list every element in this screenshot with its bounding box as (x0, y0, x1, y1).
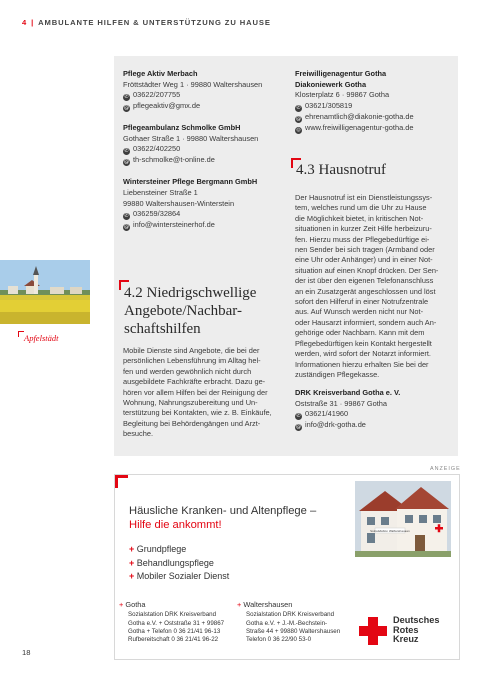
globe-icon: ◎ (296, 126, 301, 133)
text-line: Mobile Dienste sind Angebote, die bei der (123, 346, 260, 355)
contact-address: Klosterplatz 6 · 99867 Gotha (295, 90, 390, 100)
photo-caption: Apfelstädt (24, 333, 59, 343)
phone-icon: ✆ (296, 104, 301, 111)
contact-email[interactable]: th-schmolke@t-online.de (133, 155, 215, 165)
plus-icon: + (129, 557, 137, 568)
contact-email[interactable]: info@drk-gotha.de (305, 420, 366, 430)
text-line: an ein Zusatzgerät angeschlossen und löst (295, 286, 436, 296)
header-divider: | (31, 18, 35, 27)
location-line: Straße 44 + 99880 Waltershausen (246, 627, 341, 635)
location-line: Sozialstation DRK Kreisverband (246, 611, 335, 619)
village-photo (0, 260, 90, 324)
drk-logo-text: Deutsches Rotes Kreuz (393, 615, 440, 645)
text-line: Begleitung bei Behördengängen und Arzt- (123, 418, 261, 428)
location-line: Telefon 0 36 22/90 53-0 (246, 636, 312, 644)
text-line: die Möglichkeit bietet, in kritischen Not- (295, 213, 424, 223)
location-line: Gotha e.V. + Oststraße 31 + 99867 (128, 619, 225, 627)
contacts-left (123, 69, 288, 231)
ad-label: ANZEIGE (430, 466, 461, 472)
text-line: zuständigen Pflegekasse. (295, 369, 380, 379)
text-line: Der Hausnotruf ist ein Dienstleistungssys- (295, 193, 433, 202)
location-line: Rufbereitschaft 0 36 21/41 96-22 (128, 636, 219, 644)
text-line: Wohnung, Nahrungszubereitung und Un- (123, 398, 258, 408)
service-item: + Mobiler Sozialer Dienst (129, 571, 230, 581)
section-title-line: Angebote/Nachbar- (124, 303, 242, 319)
location-line: Gotha + Telefon 0 36 21/41 96-13 (128, 627, 221, 635)
contact-phone: 03621/41960 (305, 409, 349, 419)
text-line: fen und werden gewöhnlich nicht durch (123, 366, 252, 376)
text-line: oder Hausarzt informiert, sondern auch An- (295, 317, 437, 327)
text-line: nen Sender bei sich tragen (Armband oder (295, 245, 435, 255)
text-line: terstützung bei Kontakten, wie z. B. Einkäufe, (123, 408, 272, 418)
ad-location-waltershausen (237, 601, 355, 644)
ad-headline-1: Häusliche Kranken- und Altenpflege – (129, 505, 317, 517)
contact-address: Fröttstädter Weg 1 · 99880 Waltershausen (123, 79, 263, 89)
contact-address: Liebensteiner Straße 1 (123, 187, 198, 197)
contact-right (295, 69, 455, 134)
location-line: Sozialstation DRK Kreisverband (128, 611, 217, 619)
ad-location-gotha (119, 601, 231, 644)
section-title-line: 4.2 Niedrigschwellige (124, 285, 257, 301)
building-sign: Sozialstation Waltershausen (370, 529, 410, 533)
location-line: Gotha e.V. + J.-M.-Bechstein- (246, 619, 328, 627)
plus-icon: + (237, 600, 244, 609)
ad-services (129, 543, 229, 584)
email-icon: @ (124, 224, 129, 231)
phone-icon: ✆ (124, 213, 129, 220)
text-line: gehörige oder Nachbarn. Kann mit dem (295, 328, 425, 338)
contact-phone: 036259/32864 (133, 209, 181, 219)
location-city: + Waltershausen (237, 600, 293, 609)
contact-address: 99880 Waltershausen-Winterstein (123, 198, 235, 208)
contact-phone: 03622/402250 (133, 144, 181, 154)
ad-headline-2: Hilfe die ankommt! (129, 519, 222, 531)
service-item: + Grundpflege (129, 544, 187, 554)
building-photo (355, 481, 451, 557)
text-line: Pflegebedürftigen kein Kontakt hergestellt (295, 338, 432, 348)
location-city: + Gotha (119, 600, 146, 609)
text-line: Informationen hierzu erhalten Sie bei der (295, 359, 429, 369)
text-line: hören vor allem Hilfen bei der Reinigung der (123, 387, 268, 397)
contact-phone: 03621/305819 (305, 100, 353, 110)
advertisement[interactable] (114, 474, 460, 660)
contact-phone: 03622/207755 (133, 90, 181, 100)
contact-name: Pflegeambulanz Schmolke GmbH (123, 123, 241, 133)
running-header (22, 18, 271, 27)
plus-icon: + (129, 571, 137, 581)
section-title-43: 4.3 Hausnotruf (296, 162, 386, 178)
contact-name: DRK Kreisverband Gotha e. V. (295, 388, 401, 397)
section-title-42 (124, 284, 256, 338)
red-cross-icon (359, 617, 387, 645)
email-icon: @ (124, 159, 129, 166)
email-icon: @ (296, 424, 301, 431)
text-line: besuche. (123, 429, 153, 439)
contact-name: Freiwilligenagentur Gotha (295, 69, 387, 78)
text-line: werden, wird sofort der Notarzt informiert. (295, 349, 431, 359)
phone-icon: ✆ (296, 413, 301, 420)
contact-address: Oststraße 31 · 99867 Gotha (295, 398, 388, 408)
contact-name: Pflege Aktiv Merbach (123, 69, 198, 78)
text-line: situationen in kurzer Zeit Hilfe herbeizuru- (295, 224, 432, 234)
service-item: + Behandlungspflege (129, 557, 214, 568)
email-icon: @ (296, 115, 301, 122)
section-title-line: schaftshilfen (124, 321, 201, 337)
contact-email[interactable]: info@wintersteinerhof.de (133, 220, 215, 230)
drk-contact (295, 388, 450, 431)
phone-icon: ✆ (124, 148, 129, 155)
text-line: sofort den Hilferuf in einer Notrufzentrale (295, 297, 429, 307)
contact-email[interactable]: pflegeaktiv@gmx.de (133, 101, 201, 111)
header-chapter-number: 4 (22, 18, 28, 27)
phone-icon: ✆ (124, 94, 129, 101)
contact-web[interactable]: www.freiwilligenagentur-gotha.de (305, 122, 414, 132)
ad-corner (115, 475, 128, 488)
section-43-body (295, 193, 449, 380)
email-icon: @ (124, 105, 129, 112)
plus-icon: + (129, 544, 137, 554)
section-42-body (123, 346, 277, 440)
contact-name: Wintersteiner Pflege Bergmann GmbH (123, 177, 258, 187)
text-line: eine Uhr oder Anhänger) und in einer Not- (295, 255, 433, 265)
page-number: 18 (22, 648, 31, 657)
text-line: tem, welches rund um die Uhr zu Hause (295, 203, 427, 213)
text-line: situation auf einen Knopf drücken. Der Sen- (295, 265, 439, 275)
header-title: AMBULANTE HILFEN & UNTERSTÜTZUNG ZU HAUSE (38, 18, 271, 27)
text-line: persönlichen Lebensführung im Alltag hel- (123, 356, 261, 366)
contact-name: Diakoniewerk Gotha (295, 79, 367, 89)
text-line: der ist über den eigenen Telefonanschluss (295, 276, 434, 286)
text-line: aus. Auf Wunsch werden nicht nur Not- (295, 307, 424, 317)
plus-icon: + (119, 600, 126, 609)
contact-address: Gothaer Straße 1 · 99880 Waltershausen (123, 133, 259, 143)
text-line: ausgebildete Fachkräfte erbracht. Dazu ge- (123, 377, 266, 387)
contact-email[interactable]: ehrenamtlich@diakonie-gotha.de (305, 111, 414, 121)
text-line: fen. Hierzu muss der Pflegebedürftige ei- (295, 234, 430, 244)
